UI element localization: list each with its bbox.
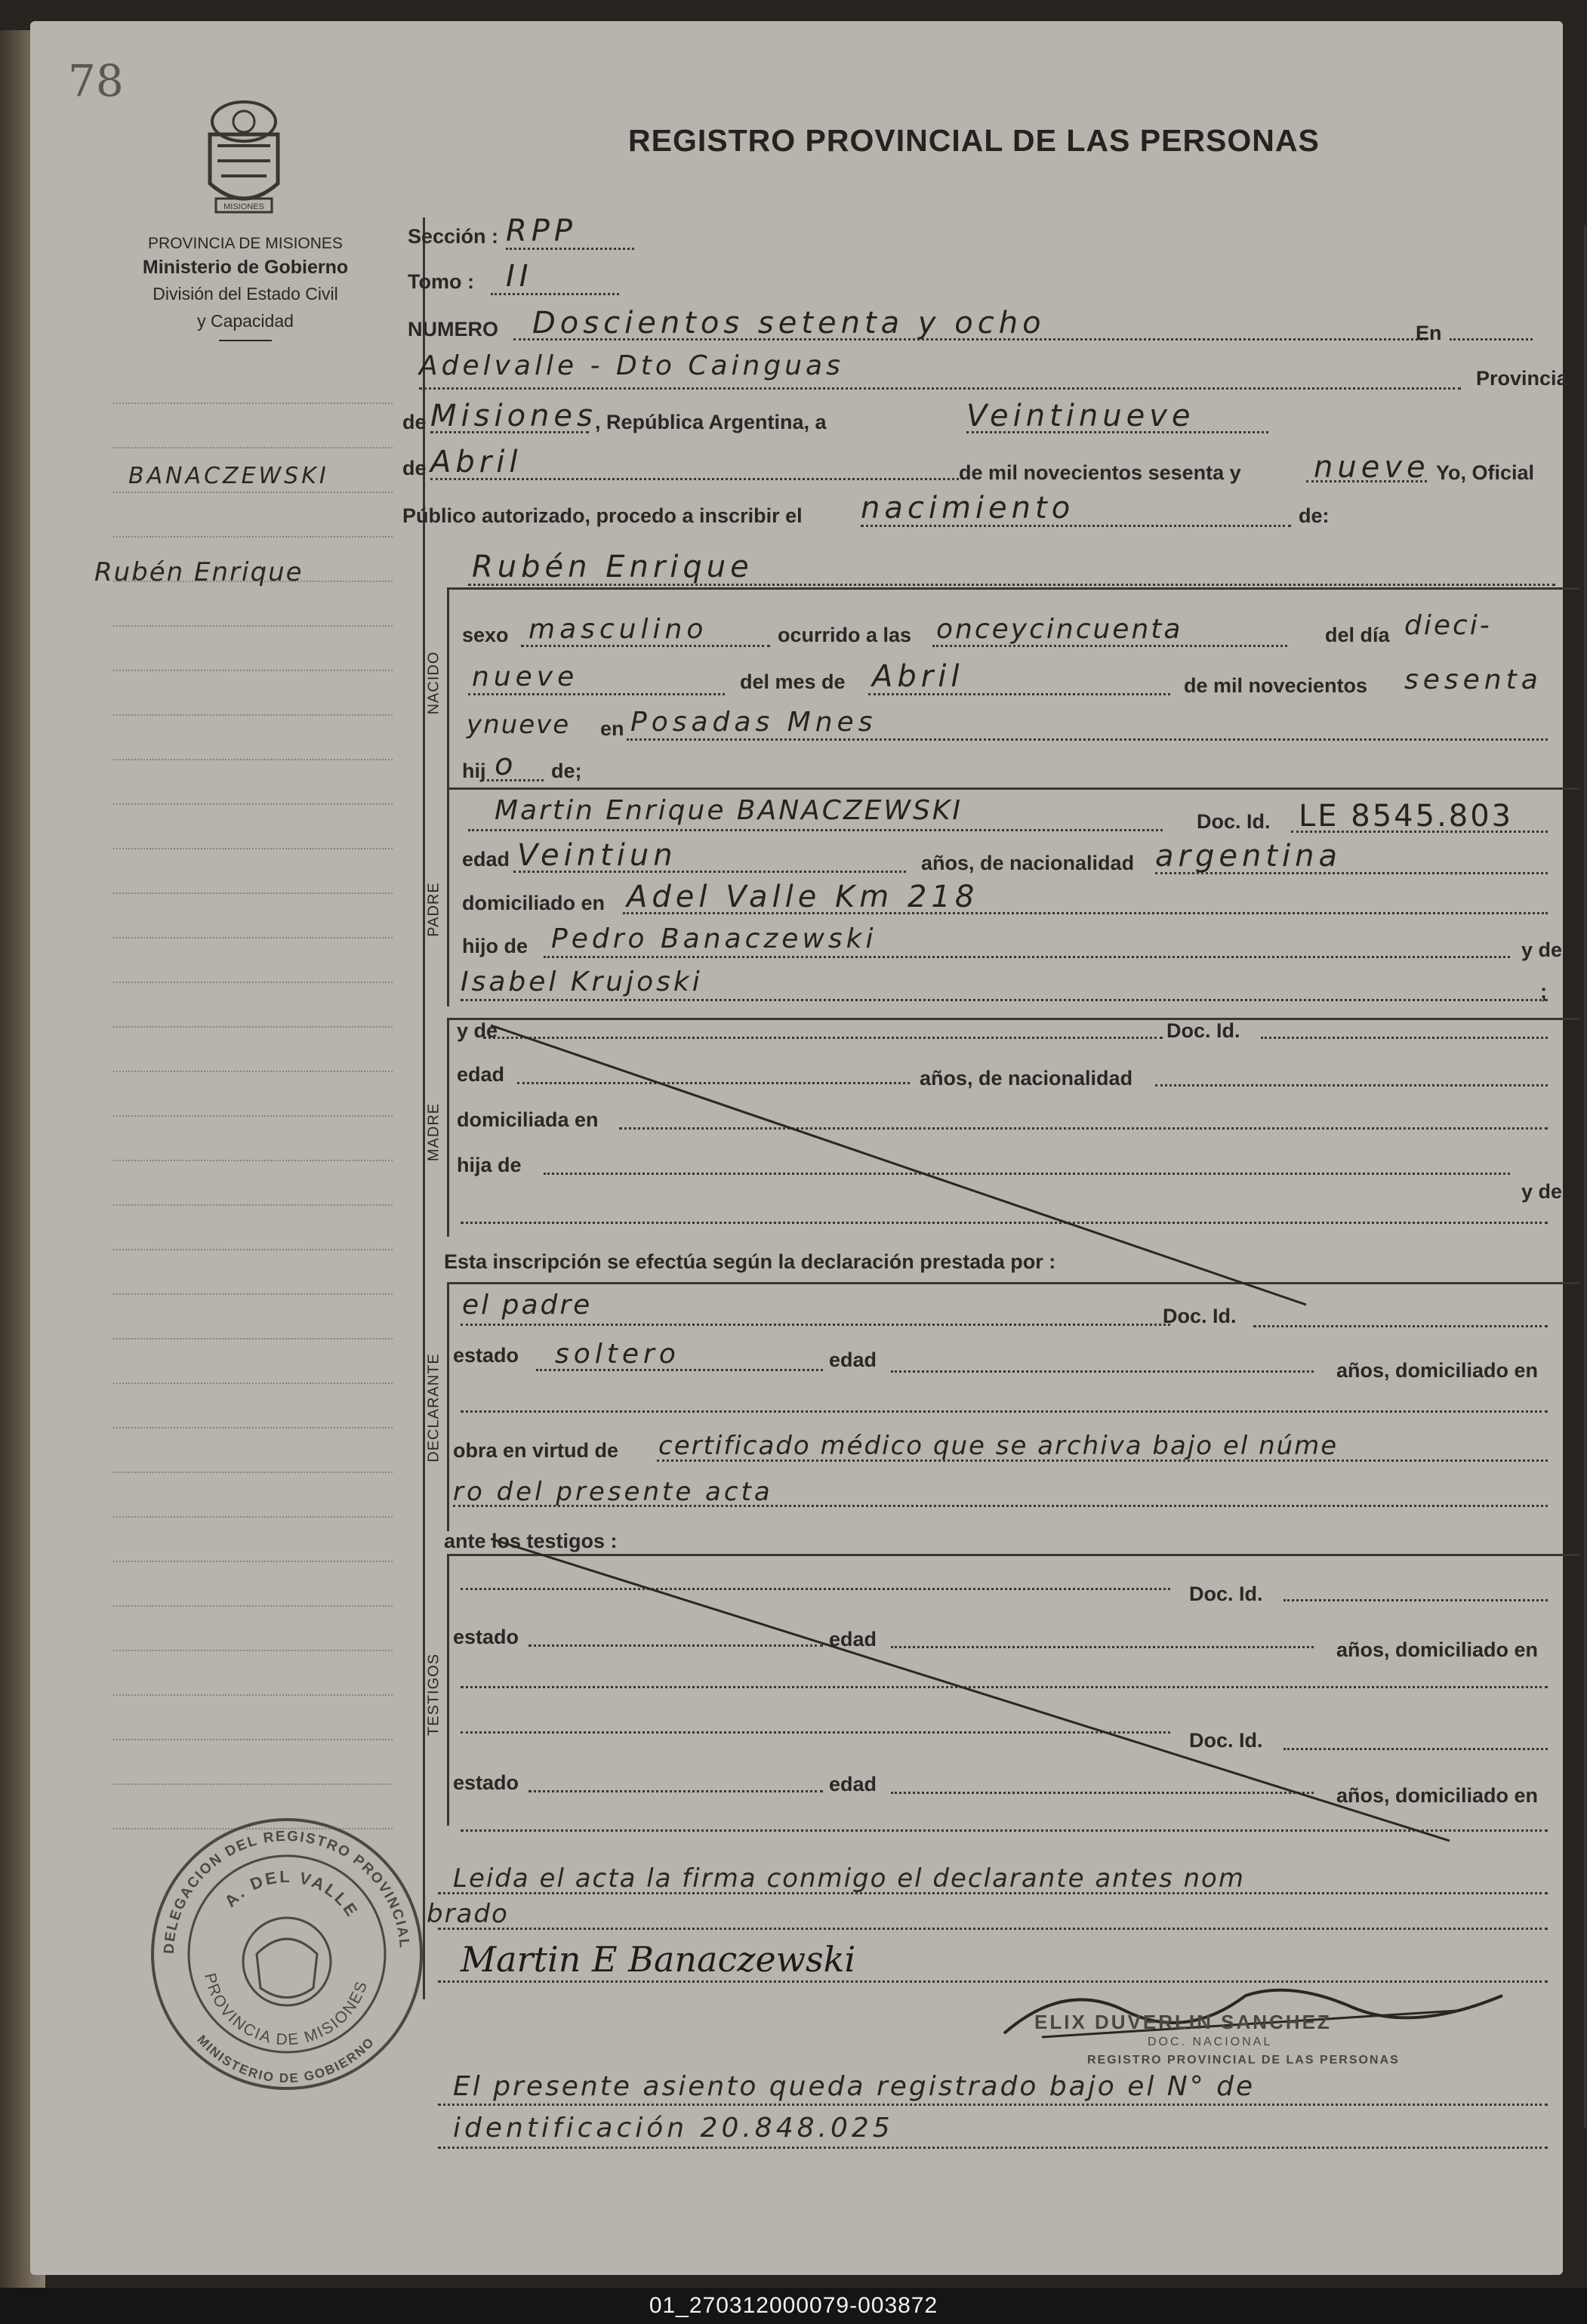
padre-doc-value: LE 8545.803 bbox=[1299, 799, 1514, 834]
round-seal-stamp bbox=[143, 1811, 430, 2097]
de-label: de bbox=[402, 411, 427, 433]
acto-value: nacimiento bbox=[861, 491, 1075, 526]
issuer-division: División del Estado Civil bbox=[153, 284, 338, 304]
madre-edad-label: edad bbox=[457, 1063, 505, 1086]
seal-ministry-text: MINISTERIO DE GOBIERNO bbox=[194, 2032, 378, 2086]
padre-edad-value: Veintiun bbox=[517, 838, 677, 873]
hijo-value: o bbox=[495, 747, 518, 782]
year-label: de mil novecientos sesenta y bbox=[959, 461, 1241, 484]
madre-nac-label: años, de nacionalidad bbox=[920, 1067, 1133, 1090]
coat-of-arms-label: MISIONES bbox=[223, 202, 264, 211]
madre-yde-label: y de bbox=[457, 1019, 498, 1042]
provincia-value: Misiones bbox=[430, 399, 597, 433]
padre-dom-value: Adel Valle Km 218 bbox=[627, 880, 979, 914]
padre-edad-label: edad bbox=[462, 848, 510, 871]
numero-value: Doscientos setenta y ocho bbox=[532, 306, 1046, 341]
padre-father-value: Pedro Banaczewski bbox=[551, 923, 877, 954]
madre-dom-label: domiciliada en bbox=[457, 1108, 599, 1131]
official-stamp-doc: DOC. NACIONAL bbox=[1148, 2036, 1273, 2048]
sexo-label: sexo bbox=[462, 624, 509, 646]
declarante-doc-label: Doc. Id. bbox=[1163, 1305, 1237, 1327]
mes-label: del mes de bbox=[740, 670, 846, 693]
place-value: Adelvalle - Dto Cainguas bbox=[419, 350, 844, 381]
padre-mother-value: Isabel Krujoski bbox=[461, 966, 703, 997]
madre-hija-label: hija de bbox=[457, 1154, 522, 1176]
official-stamp-name: ELIX DUVERLIN SANCHEZ bbox=[1034, 2011, 1332, 2033]
declarante-intro: Esta inscripción se efectúa según la declaración prestada por : bbox=[444, 1250, 1056, 1273]
publico-label: Público autorizado, procedo a inscribir el bbox=[402, 504, 803, 527]
closing-dots-2 bbox=[438, 1928, 1548, 1930]
official-stamp-registry: REGISTRO PROVINCIAL DE LAS PERSONAS bbox=[1087, 2054, 1400, 2067]
closing-line-2: brado bbox=[427, 1899, 509, 1929]
declarante-name: el padre bbox=[462, 1290, 593, 1321]
month-value: Abril bbox=[430, 445, 522, 479]
closing-line-1: Leida el acta la firma conmigo el declarante antes nom bbox=[453, 1863, 1245, 1894]
provincia-label: Provincia bbox=[1476, 367, 1568, 390]
margin-given-names: Rubén Enrique bbox=[94, 557, 304, 587]
declarante-obra-label: obra en virtud de bbox=[453, 1439, 619, 1462]
hora-value: onceycincuenta bbox=[936, 614, 1183, 645]
seccion-value: RPP bbox=[506, 214, 578, 248]
mes-value: Abril bbox=[872, 659, 964, 694]
page-title: REGISTRO PROVINCIAL DE LAS PERSONAS bbox=[628, 123, 1320, 158]
seal-outer-text: DELEGACION DEL REGISTRO PROVINCIAL bbox=[161, 1828, 412, 1955]
madre-label: MADRE bbox=[425, 1102, 442, 1162]
nacido-label: NACIDO bbox=[425, 651, 442, 715]
month-label: de bbox=[402, 457, 427, 479]
form-right-rule bbox=[1584, 225, 1586, 2128]
oficial-label: Yo, Oficial bbox=[1436, 461, 1535, 484]
republica-label: , República Argentina, a bbox=[595, 411, 827, 433]
nacido-en-label: en bbox=[600, 717, 624, 740]
sexo-value: masculino bbox=[528, 614, 708, 645]
nacido-de-label: de; bbox=[551, 760, 582, 782]
seal-inner-text: A. DEL VALLE bbox=[220, 1866, 362, 1922]
padre-yde-label: y de bbox=[1521, 939, 1563, 961]
page-number: 78 bbox=[68, 55, 124, 106]
padre-name: Martin Enrique BANACZEWSKI bbox=[495, 795, 963, 826]
tomo-value: II bbox=[506, 259, 533, 294]
numero-label: NUMERO bbox=[408, 318, 498, 341]
register-page bbox=[30, 21, 1568, 2275]
padre-nac-label: años, de nacionalidad bbox=[921, 852, 1135, 874]
declarante-label: DECLARANTE bbox=[425, 1353, 442, 1463]
note-dots-2 bbox=[438, 2147, 1548, 2149]
hijo-label: hij bbox=[462, 760, 486, 782]
note-dots-1 bbox=[438, 2104, 1548, 2106]
anio-value-2: ynueve bbox=[467, 710, 571, 740]
year-value: nueve bbox=[1314, 450, 1430, 485]
declarante-estado-value: soltero bbox=[555, 1339, 680, 1370]
testigo2-dom-label: años, domiciliado en bbox=[1336, 1784, 1539, 1807]
nacido-name: Rubén Enrique bbox=[472, 550, 753, 584]
testigos-label: TESTIGOS bbox=[425, 1653, 442, 1737]
declarante-edad-label: edad bbox=[829, 1348, 877, 1371]
declarant-signature: Martin E Banaczewski bbox=[461, 1939, 856, 1980]
testigo2-estado-label: estado bbox=[453, 1771, 519, 1794]
testigo1-doc-label: Doc. Id. bbox=[1189, 1583, 1263, 1605]
mil-label: de mil novecientos bbox=[1184, 674, 1368, 697]
day-value: Veintinueve bbox=[966, 399, 1195, 433]
padre-semicolon: ; bbox=[1540, 980, 1547, 1003]
closing-dots-1 bbox=[438, 1892, 1548, 1894]
dia-value-2: nueve bbox=[472, 661, 579, 692]
declarante-estado-label: estado bbox=[453, 1344, 519, 1367]
seal-bottom-text: PROVINCIA DE MISIONES bbox=[201, 1971, 371, 2049]
testigo2-doc-label: Doc. Id. bbox=[1189, 1729, 1263, 1752]
image-id-footer: 01_270312000079-003872 bbox=[0, 2288, 1587, 2324]
padre-nac-value: argentina bbox=[1155, 839, 1342, 874]
dia-value-1: dieci- bbox=[1404, 610, 1492, 641]
testigo1-dom-label: años, domiciliado en bbox=[1336, 1638, 1539, 1661]
lugar-value: Posadas Mnes bbox=[630, 707, 877, 738]
registration-note-2: identificación 20.848.025 bbox=[453, 2113, 894, 2144]
declarante-dom-label: años, domiciliado en bbox=[1336, 1359, 1539, 1382]
registration-note-1: El presente asiento queda registrado bajo el N° de bbox=[453, 2071, 1256, 2102]
testigo1-edad-label: edad bbox=[829, 1628, 877, 1651]
issuer-capacity: y Capacidad bbox=[197, 311, 294, 331]
dia-label: del día bbox=[1325, 624, 1390, 646]
padre-dom-label: domiciliado en bbox=[462, 892, 606, 914]
declarante-obra-value-2: ro del presente acta bbox=[453, 1477, 773, 1507]
ocurrido-label: ocurrido a las bbox=[778, 624, 912, 646]
de2-label: de: bbox=[1299, 504, 1330, 527]
testigo2-edad-label: edad bbox=[829, 1773, 877, 1795]
seccion-label: Sección : bbox=[408, 225, 499, 248]
margin-surname: BANACZEWSKI bbox=[128, 463, 329, 489]
testigos-intro: ante los testigos : bbox=[444, 1530, 618, 1552]
madre-yde2-label: y de bbox=[1521, 1180, 1563, 1203]
en-label: En bbox=[1416, 322, 1442, 344]
declarante-obra-value-1: certificado médico que se archiva bajo el núme bbox=[658, 1431, 1339, 1461]
padre-hijo-label: hijo de bbox=[462, 935, 528, 957]
anio-value-1: sesenta bbox=[1404, 664, 1542, 695]
madre-doc-label: Doc. Id. bbox=[1166, 1019, 1240, 1042]
issuer-ministry: Ministerio de Gobierno bbox=[142, 257, 349, 278]
testigo1-estado-label: estado bbox=[453, 1626, 519, 1648]
padre-doc-label: Doc. Id. bbox=[1197, 810, 1271, 833]
tomo-label: Tomo : bbox=[408, 270, 474, 293]
padre-label: PADRE bbox=[425, 882, 442, 937]
issuer-province: PROVINCIA DE MISIONES bbox=[148, 235, 343, 252]
